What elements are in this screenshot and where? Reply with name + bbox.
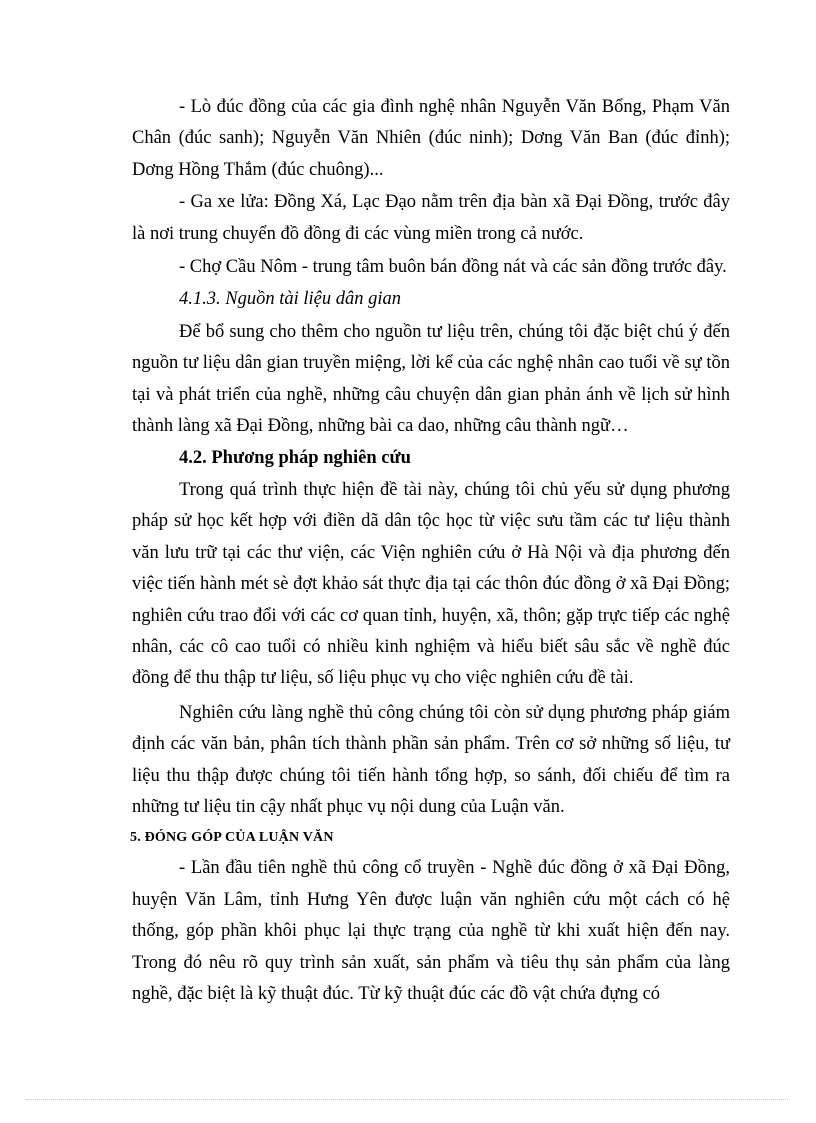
paragraph-contributions: - Lần đầu tiên nghề thủ công cổ truyền - Nghề đúc đồng ở xã Đại Đồng, huyện Văn Lâm, tỉnh Hưng Yên được luận văn nghiên cứu một cách có hệ thống, góp phần khôi phục lại thực trạng của nghề từ khi xuất hiện đến nay. Trong đó nêu rõ quy trình sản xuất, sản phẩm và tiêu thụ sản phẩm của làng nghề, đặc biệt là kỹ thuật đúc. Từ kỹ thuật đúc các đồ vật chứa đựng có	[132, 858, 730, 1004]
paragraph-document-analysis: Nghiên cứu làng nghề thủ công chúng tôi còn sử dụng phương pháp giám định các văn bản, phân tích thành phần sản phẩm. Trên cơ sở những số liệu, tư liệu thu thập được chúng tôi tiến hành tổng hợp, so sánh, đối chiếu để tìm ra những tư liệu tin cậy nhất phục vụ nội dung của Luận văn.	[132, 702, 730, 817]
subheading-research-methods: 4.2. Phương pháp nghiên cứu	[179, 448, 411, 469]
page-body	[132, 92, 730, 1010]
page-footer-divider	[26, 1099, 790, 1100]
section-heading-contributions: 5. ĐÓNG GÓP CỦA LUẬN VĂN	[130, 830, 334, 846]
paragraph-train-stations: - Ga xe lửa: Đồng Xá, Lạc Đạo nằm trên địa bàn xã Đại Đồng, trước đây là nơi trung chuyển đồ đồng đi các vùng miền trong cả nước.	[132, 192, 730, 244]
paragraph-research-methods: Trong quá trình thực hiện đề tài này, chúng tôi chủ yếu sử dụng phương pháp sử học kết hợp với điền dã dân tộc học từ việc sưu tầm các tư liệu thành văn lưu trữ tại các thư viện, các Viện nghiên cứu ở Hà Nội và địa phương đến việc tiến hành mét sè đợt khảo sát thực địa tại các thôn đúc đồng ở xã Đại Đồng; nghiên cứu trao đổi với các cơ quan tỉnh, huyện, xã, thôn; gặp trực tiếp các nghệ nhân, các cô cao tuổi có nhiều kinh nghiệm và hiểu biết sâu sắc về nghề đúc đồng để thu thập tư liệu, số liệu phục vụ cho việc nghiên cứu đề tài.	[132, 479, 730, 689]
paragraph-foundries: - Lò đúc đồng của các gia đình nghệ nhân Nguyễn Văn Bổng, Phạm Văn Chân (đúc sanh); Nguyễn Văn Nhiên (đúc ninh); Dơng Văn Ban (đúc đỉnh); Dơng Hồng Thắm (đúc chuông)...	[132, 97, 730, 180]
paragraph-folk-sources: Để bổ sung cho thêm cho nguồn tư liệu trên, chúng tôi đặc biệt chú ý đến nguồn tư liệu dân gian truyền miệng, lời kể của các nghệ nhân cao tuổi về sự tồn tại và phát triển của nghề, những câu chuyện dân gian phản ánh về lịch sử hình thành làng xã Đại Đồng, những bài ca dao, những câu thành ngữ…	[132, 321, 730, 437]
paragraph-cau-nom-market: - Chợ Cầu Nôm - trung tâm buôn bán đồng nát và các sản đồng trước đây.	[179, 257, 727, 278]
subheading-folk-sources: 4.1.3. Nguồn tài liệu dân gian	[179, 289, 401, 310]
